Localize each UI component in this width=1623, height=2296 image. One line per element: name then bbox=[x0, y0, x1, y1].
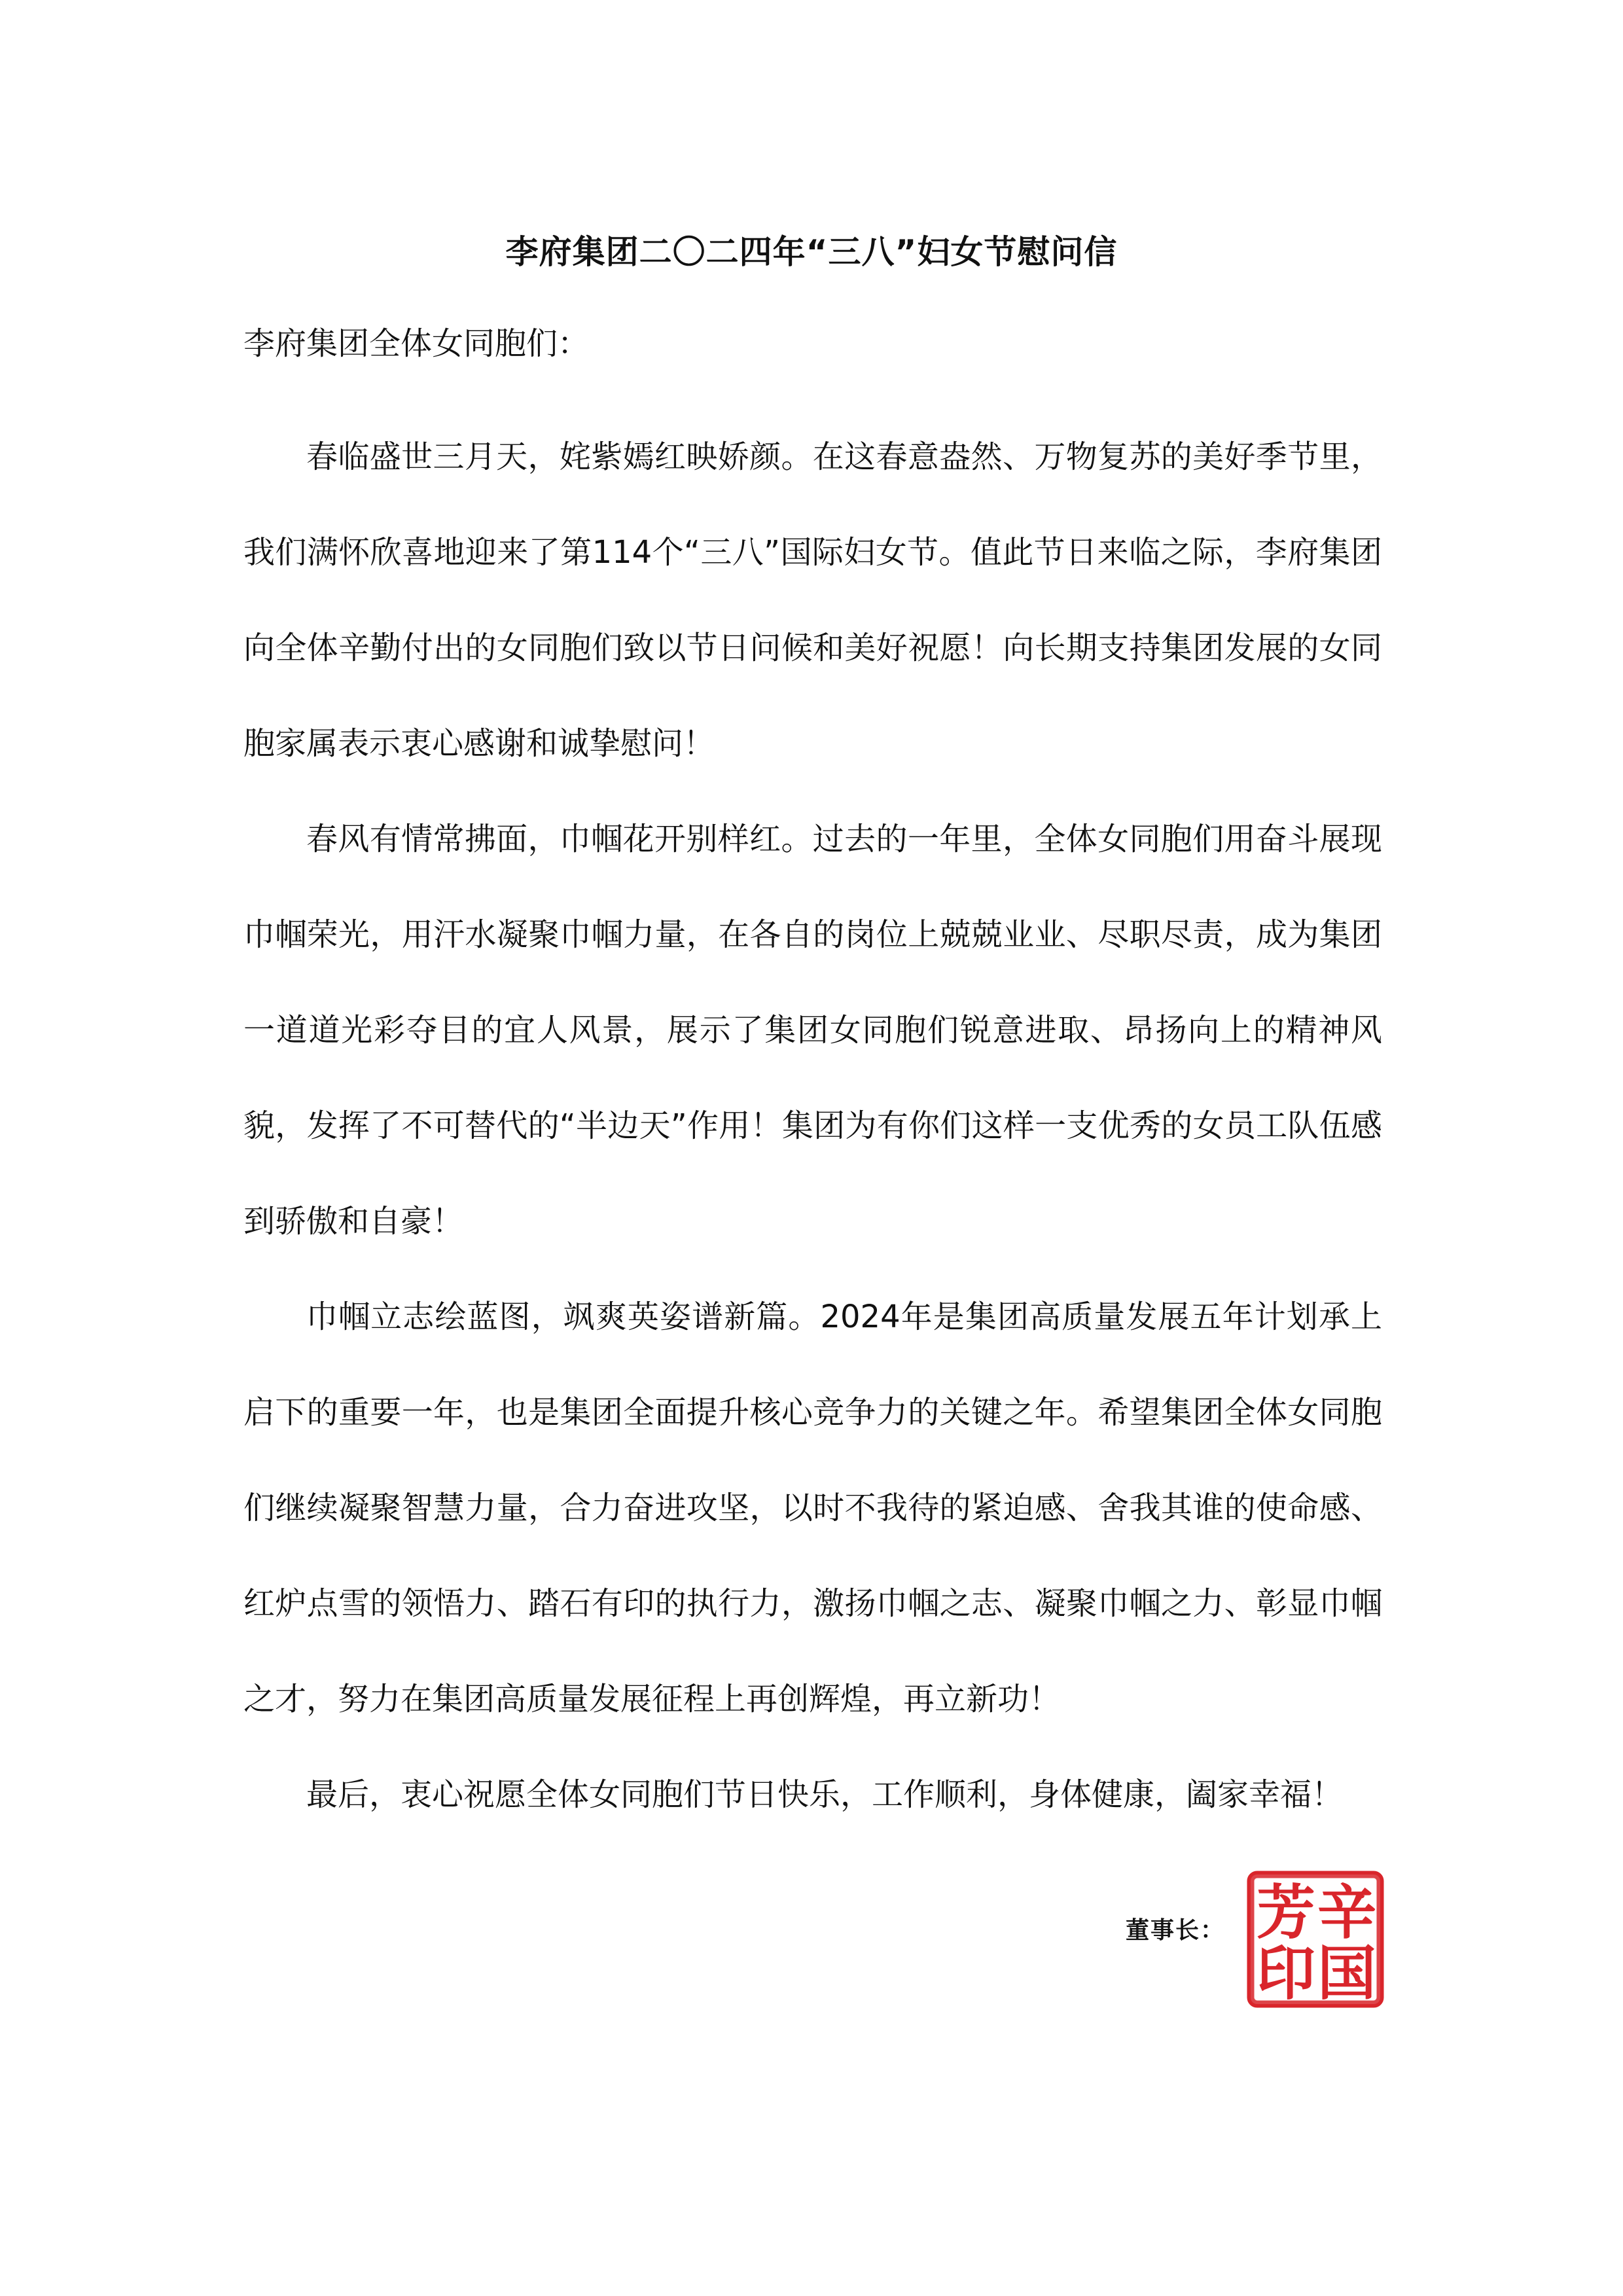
paragraph-1: 春临盛世三月天，姹紫嫣红映娇颜。在这春意盎然、万物复苏的美好季节里，我们满怀欣喜地迎来了第114个“三八”国际妇女节。值此节日来临之际，李府集团向全体辛勤付出的女同胞们致以节日问候和美好祝愿！向长期支持集团发展的女同胞家属表示衷心感谢和诚挚慰问！ bbox=[243, 439, 1382, 762]
paragraph-4: 最后，衷心祝愿全体女同胞们节日快乐，工作顺利，身体健康，阖家幸福！ bbox=[306, 1776, 1344, 1813]
letter-body bbox=[243, 409, 1382, 1842]
chairman-seal bbox=[1247, 1871, 1384, 2008]
signature-label: 董事长： bbox=[1126, 1917, 1226, 1944]
seal-char-2: 芳 bbox=[1257, 1881, 1315, 1946]
seal-char-4: 印 bbox=[1257, 1942, 1315, 2007]
paragraph-2: 春风有情常拂面，巾帼花开别样红。过去的一年里，全体女同胞们用奋斗展现巾帼荣光，用汗水凝聚巾帼力量，在各自的岗位上兢兢业业、尽职尽责，成为集团一道道光彩夺目的宜人风景，展示了集团女同胞们锐意进取、昂扬向上的精神风貌，发挥了不可替代的“半边天”作用！集团为有你们这样一支优秀的女员工队伍感到骄傲和自豪！ bbox=[243, 821, 1382, 1240]
seal-char-1: 辛 bbox=[1317, 1881, 1376, 1946]
paragraph-3: 巾帼立志绘蓝图，飒爽英姿谱新篇。2024年是集团高质量发展五年计划承上启下的重要一年，也是集团全面提升核心竞争力的关键之年。希望集团全体女同胞们继续凝聚智慧力量，合力奋进攻坚，以时不我待的紧迫感、舍我其谁的使命感、红炉点雪的领悟力、踏石有印的执行力，激扬巾帼之志、凝聚巾帼之力、彰显巾帼之才，努力在集团高质量发展征程上再创辉煌，再立新功！ bbox=[243, 1299, 1382, 1717]
letter-title: 李府集团二〇二四年“三八”妇女节慰问信 bbox=[505, 233, 1118, 271]
salutation: 李府集团全体女同胞们： bbox=[243, 325, 590, 362]
seal-char-3: 国 bbox=[1317, 1942, 1376, 2007]
